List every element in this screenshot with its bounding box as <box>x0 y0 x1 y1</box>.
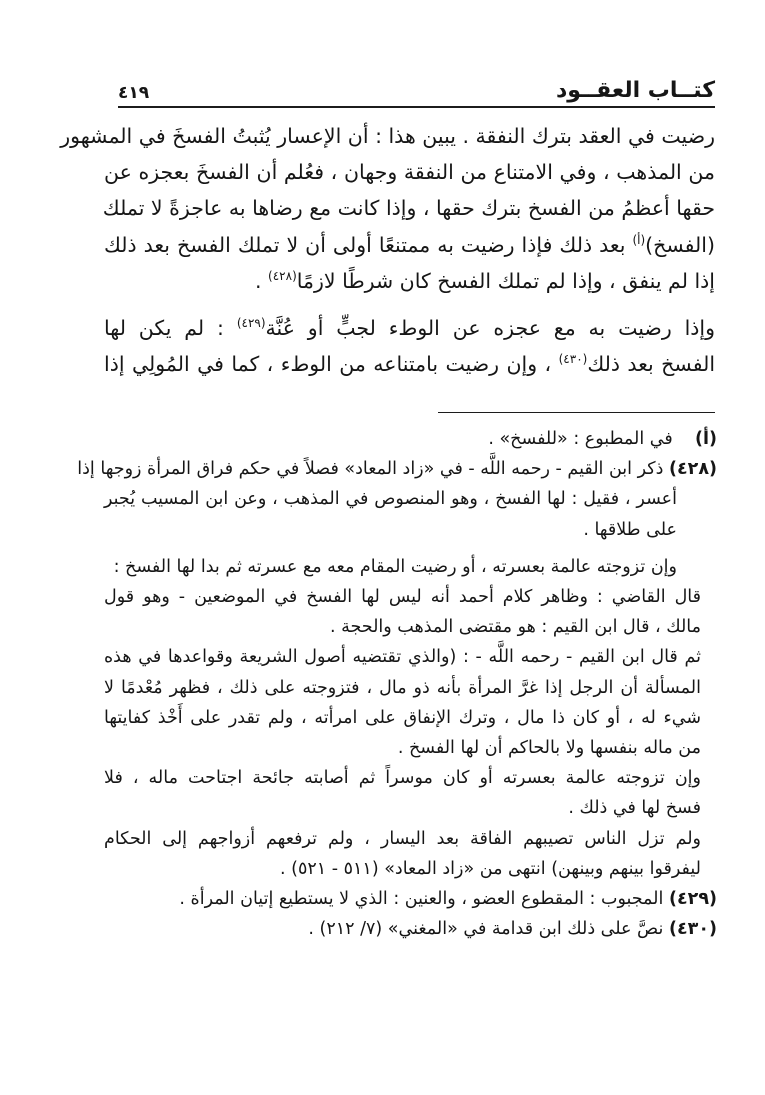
footnote-428 <box>77 454 717 484</box>
text-line <box>104 263 715 299</box>
text-line <box>104 227 715 263</box>
main-text <box>60 118 716 382</box>
footnote-divider <box>438 412 715 413</box>
footnote-ref[interactable]: (٤٣٠) <box>558 352 588 367</box>
footnote-number: (٤٢٨) <box>668 459 717 480</box>
text-segment: : لم يكن لها <box>104 316 237 341</box>
footnote-430 <box>104 914 717 944</box>
text-line: حقها أعظمُ من الفسخ بترك حقها ، وإذا كانت مع رضاها به عاجزةً لا تملك <box>102 196 715 221</box>
paragraph-gap <box>104 545 717 552</box>
footnote-text: في المطبوع : «للفسخ» . <box>488 429 673 449</box>
text-segment: الفسخ بعد ذلك <box>587 352 716 377</box>
text-line: من المذهب ، وفي الامتناع من النفقة وجهان ، فعُلم أن الفسخَ بعجزه عن <box>104 160 715 185</box>
footnotes <box>77 424 717 944</box>
page-header <box>118 76 715 108</box>
page-number: ٤١٩ <box>118 83 150 103</box>
footnote-ref[interactable]: (٤٢٨) <box>268 268 297 283</box>
footnote-line: ثم قال ابن القيم - رحمه اللَّه - : (والذي تقتضيه أصول الشريعة وقواعدها في هذه <box>104 647 701 668</box>
footnote-number: (٤٣٠) <box>668 919 717 940</box>
footnote-line: ليفرقوا بينهم وبينهن) انتهى من «زاد المعاد» (٥١١ - ٥٢١) . <box>280 858 701 879</box>
footnote-line: فسخ لها في ذلك . <box>568 798 701 819</box>
footnote-line: وإن تزوجته عالمة بعسرته ، أو رضيت المقام معه مع عسرته ثم بدا لها الفسخ : <box>113 556 677 577</box>
footnote-number: (أ) <box>695 429 717 449</box>
footnote-ref[interactable]: (أ) <box>632 232 646 247</box>
footnote-line: ولم تزل الناس تصيبهم الفاقة بعد اليسار ، ولم ترفعهم أزواجهم إلى الحكام <box>104 828 701 849</box>
text-segment: . <box>254 268 269 293</box>
text-line: رضيت في العقد بترك النفقة . يبين هذا : أن الإعسار يُثبتُ الفسخَ في المشهور <box>60 124 715 148</box>
text-line <box>104 346 715 382</box>
footnote-line: أعسر ، فقيل : لها الفسخ ، وهو المنصوص في المذهب ، وعن ابن المسيب يُجبر <box>104 489 677 510</box>
paragraph-gap <box>104 299 715 310</box>
text-segment: بعد ذلك فإذا رضيت به ممتنعًا أولى أن لا تملك الفسخ بعد ذلك <box>104 232 626 257</box>
text-segment: (الفسخ) <box>645 232 715 257</box>
text-segment: وإذا رضيت به مع عجزه عن الوطء لجبٍّ أو عُنَّة <box>265 316 715 341</box>
footnote-text: المجبوب : المقطوع العضو ، والعنين : الذي لا يستطيع إتيان المرأة . <box>179 889 664 910</box>
footnote-text: ذكر ابن القيم - رحمه اللَّه - في «زاد المعاد» فصلاً في حكم فراق المرأة زوجها إذا <box>77 459 664 480</box>
footnote-line: وإن تزوجته عالمة بعسرته أو كان موسراً ثم أصابته جائحة اجتاحت ماله ، فلا <box>104 768 701 789</box>
footnote-429 <box>104 884 717 914</box>
footnote-text: نصَّ على ذلك ابن قدامة في «المغني» (٧/ ٢١٢) . <box>308 919 664 940</box>
footnote-a <box>104 424 717 454</box>
footnote-line: قال القاضي : وظاهر كلام أحمد أنه ليس لها الفسخ في الموضعين - وهو قول <box>104 587 701 608</box>
footnote-line: على طلاقها . <box>583 519 677 540</box>
text-line <box>104 310 715 346</box>
text-segment: إذا لم ينفق ، وإذا لم تملك الفسخ كان شرطًا لازمًا <box>296 268 715 293</box>
footnote-line: مالك ، قال ابن القيم : هو مقتضى المذهب والحجة . <box>329 617 701 638</box>
text-segment: ، وإن رضيت بامتناعه من الوطء ، كما في المُولِي إذا <box>104 352 559 377</box>
footnote-ref[interactable]: (٤٢٩) <box>236 316 266 331</box>
chapter-title: كتــاب العقــود <box>555 78 715 103</box>
footnote-number: (٤٢٩) <box>668 889 717 910</box>
footnote-line: من ماله بنفسها ولا بالحاكم أن لها الفسخ . <box>397 738 701 759</box>
footnote-line: شيء له ، أو كان ذا مال ، وترك الإنفاق على امرأته ، ولم تقدر على أَخْذ كفايتها <box>104 707 701 728</box>
footnote-line: المسألة أن الرجل إذا غرَّ المرأة بأنه ذو مال ، فتزوجته على ذلك ، فظهر مُعْدمًا لا <box>104 677 701 698</box>
